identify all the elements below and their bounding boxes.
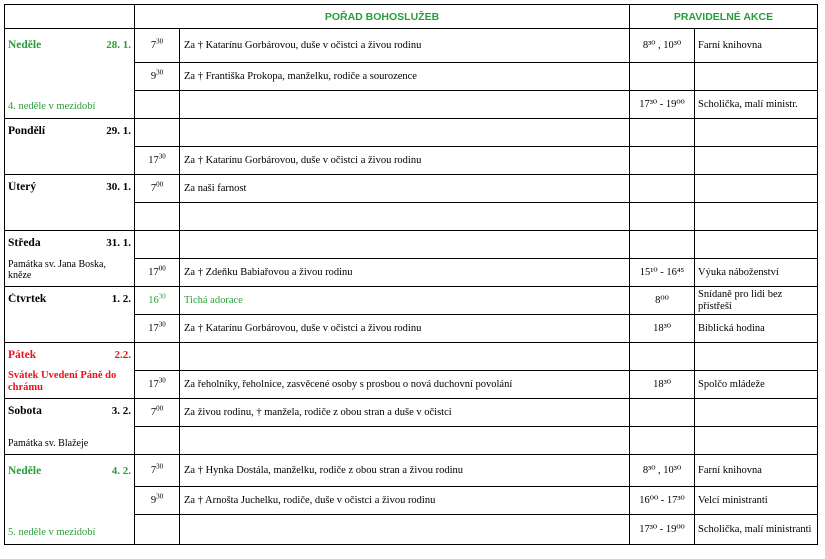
day-date: 31. 1. (106, 237, 131, 249)
akce-time (630, 399, 695, 427)
time-minute: 30 (156, 492, 164, 500)
time-hour: 17 (148, 322, 159, 334)
akce-time: 18³⁰ (630, 371, 695, 399)
day-feast-red: Svátek Uvedení Páně do chrámu (8, 370, 117, 393)
time-minute: 30 (156, 462, 164, 470)
day-feast: 4. neděle v mezidobí (8, 101, 96, 112)
day-cell (5, 175, 135, 231)
day-date: 1. 2. (111, 293, 131, 305)
akce-time (630, 63, 695, 91)
day-date: 28. 1. (106, 39, 131, 51)
table-row (5, 455, 818, 487)
day-date: 3. 2. (111, 405, 131, 417)
time-hour: 17 (148, 154, 159, 166)
table-row (5, 175, 818, 203)
mass-intention: Za naši farnost (180, 175, 630, 203)
akce-time: 18³⁰ (630, 315, 695, 343)
akce-name (695, 119, 818, 147)
mass-intention: Za † Katarínu Gorbárovou, duše v očistci a živou rodinu (180, 147, 630, 175)
akce-name (695, 147, 818, 175)
day-date: 30. 1. (106, 181, 131, 193)
time-hour: 7 (150, 464, 157, 476)
mass-time (135, 287, 180, 315)
mass-time (135, 371, 180, 399)
mass-time (135, 29, 180, 63)
mass-time (135, 63, 180, 91)
akce-name: Farní knihovna (695, 29, 818, 63)
day-name: Pondělí (8, 125, 46, 137)
time-minute: 30 (156, 68, 164, 76)
time-hour: 9 (150, 70, 157, 82)
mass-intention: Za † Arnošta Juchelku, rodiče, duše v očistci a živou rodinu (180, 487, 630, 515)
mass-intention: Za † Františka Prokopa, manželku, rodiče a sourozence (180, 63, 630, 91)
mass-intention (180, 427, 630, 455)
akce-name (695, 427, 818, 455)
mass-intention (180, 343, 630, 371)
mass-intention (180, 515, 630, 545)
mass-intention (180, 91, 630, 119)
akce-name: Výuka náboženství (695, 259, 818, 287)
mass-intention: Za † Katarínu Gorbárovou, duše v očistci a živou rodinu (180, 29, 630, 63)
akce-time: 8³⁰ , 10³⁰ (630, 29, 695, 63)
mass-time (135, 175, 180, 203)
header-program: POŘAD BOHOSLUŽEB (135, 5, 630, 29)
time-minute: 30 (158, 320, 166, 328)
mass-intention: Za † Katarínu Gorbárovou, duše v očistci a živou rodinu (180, 315, 630, 343)
time-minute: 30 (158, 292, 166, 300)
akce-name (695, 203, 818, 231)
time-minute: 00 (156, 404, 164, 412)
akce-time: 17³⁰ - 19⁰⁰ (630, 515, 695, 545)
akce-time: 15¹⁰ - 16⁴⁵ (630, 259, 695, 287)
header-empty (5, 5, 135, 29)
mass-time (135, 259, 180, 287)
day-name: Pátek (8, 349, 37, 361)
day-cell (5, 231, 135, 287)
akce-name: Biblická hodina (695, 315, 818, 343)
akce-name: Farní knihovna (695, 455, 818, 487)
akce-name (695, 63, 818, 91)
akce-time: 8⁰⁰ (630, 287, 695, 315)
day-memorial: Památka sv. Blažeje (8, 438, 89, 449)
mass-intention (180, 231, 630, 259)
table-row (5, 231, 818, 259)
akce-name: Velcí ministranti (695, 487, 818, 515)
akce-name: Scholička, malí ministr. (695, 91, 818, 119)
mass-time (135, 427, 180, 455)
table-row (5, 287, 818, 315)
day-date: 4. 2. (111, 465, 131, 477)
akce-time (630, 427, 695, 455)
akce-time (630, 203, 695, 231)
akce-name (695, 343, 818, 371)
time-hour: 7 (150, 182, 157, 194)
day-name: Úterý (8, 181, 37, 193)
akce-time (630, 119, 695, 147)
schedule-table (4, 4, 818, 545)
time-hour: 7 (150, 406, 157, 418)
day-feast: 5. neděle v mezidobí (8, 527, 96, 538)
table-row (5, 343, 818, 371)
akce-time (630, 343, 695, 371)
akce-time: 17³⁰ - 19⁰⁰ (630, 91, 695, 119)
akce-name: Snídaně pro lidi bez přístřeší (695, 287, 818, 315)
mass-intention: Za † Zdeňku Babiařovou a živou rodinu (180, 259, 630, 287)
day-date: 29. 1. (106, 125, 131, 137)
time-minute: 00 (156, 180, 164, 188)
time-hour: 7 (150, 39, 157, 51)
day-cell (5, 455, 135, 545)
time-minute: 30 (158, 152, 166, 160)
mass-time (135, 147, 180, 175)
day-name: Neděle (8, 39, 42, 51)
akce-name: Spolčo mládeže (695, 371, 818, 399)
akce-name (695, 399, 818, 427)
mass-intention (180, 203, 630, 231)
day-cell (5, 399, 135, 455)
akce-name (695, 231, 818, 259)
mass-intention: Tichá adorace (180, 287, 630, 315)
mass-time (135, 119, 180, 147)
mass-time (135, 399, 180, 427)
day-cell (5, 119, 135, 175)
mass-intention: Za † Hynka Dostála, manželku, rodiče z obou stran a živou rodinu (180, 455, 630, 487)
header-row (5, 5, 818, 29)
mass-time (135, 91, 180, 119)
day-cell (5, 287, 135, 343)
akce-time (630, 147, 695, 175)
akce-time: 8³⁰ , 10³⁰ (630, 455, 695, 487)
mass-time (135, 203, 180, 231)
day-cell (5, 343, 135, 399)
mass-intention: Za řeholníky, řeholnice, zasvěcené osoby s prosbou o nová duchovní povolání (180, 371, 630, 399)
mass-time (135, 315, 180, 343)
table-row (5, 399, 818, 427)
time-minute: 30 (158, 376, 166, 384)
time-hour: 17 (148, 378, 159, 390)
mass-intention: Za živou rodinu, † manžela, rodiče z obou stran a duše v očistci (180, 399, 630, 427)
mass-time (135, 487, 180, 515)
day-name: Čtvrtek (8, 293, 47, 305)
day-memorial: Památka sv. Jana Boska, kněze (8, 259, 106, 281)
day-name: Neděle (8, 465, 42, 477)
mass-time (135, 455, 180, 487)
akce-time (630, 175, 695, 203)
day-date: 2.2. (114, 349, 131, 361)
time-minute: 30 (156, 37, 164, 45)
table-row (5, 29, 818, 63)
time-hour: 9 (150, 494, 157, 506)
akce-name: Scholička, malí ministranti (695, 515, 818, 545)
day-name: Středa (8, 237, 41, 249)
time-minute: 00 (158, 264, 166, 272)
mass-time (135, 231, 180, 259)
table-row (5, 119, 818, 147)
mass-time (135, 515, 180, 545)
akce-name (695, 175, 818, 203)
time-hour: 17 (148, 266, 159, 278)
akce-time (630, 231, 695, 259)
mass-time (135, 343, 180, 371)
day-cell (5, 29, 135, 119)
day-name: Sobota (8, 405, 42, 417)
akce-time: 16⁰⁰ - 17³⁰ (630, 487, 695, 515)
header-akce: PRAVIDELNÉ AKCE (630, 5, 818, 29)
time-hour: 16 (148, 294, 159, 306)
mass-intention (180, 119, 630, 147)
